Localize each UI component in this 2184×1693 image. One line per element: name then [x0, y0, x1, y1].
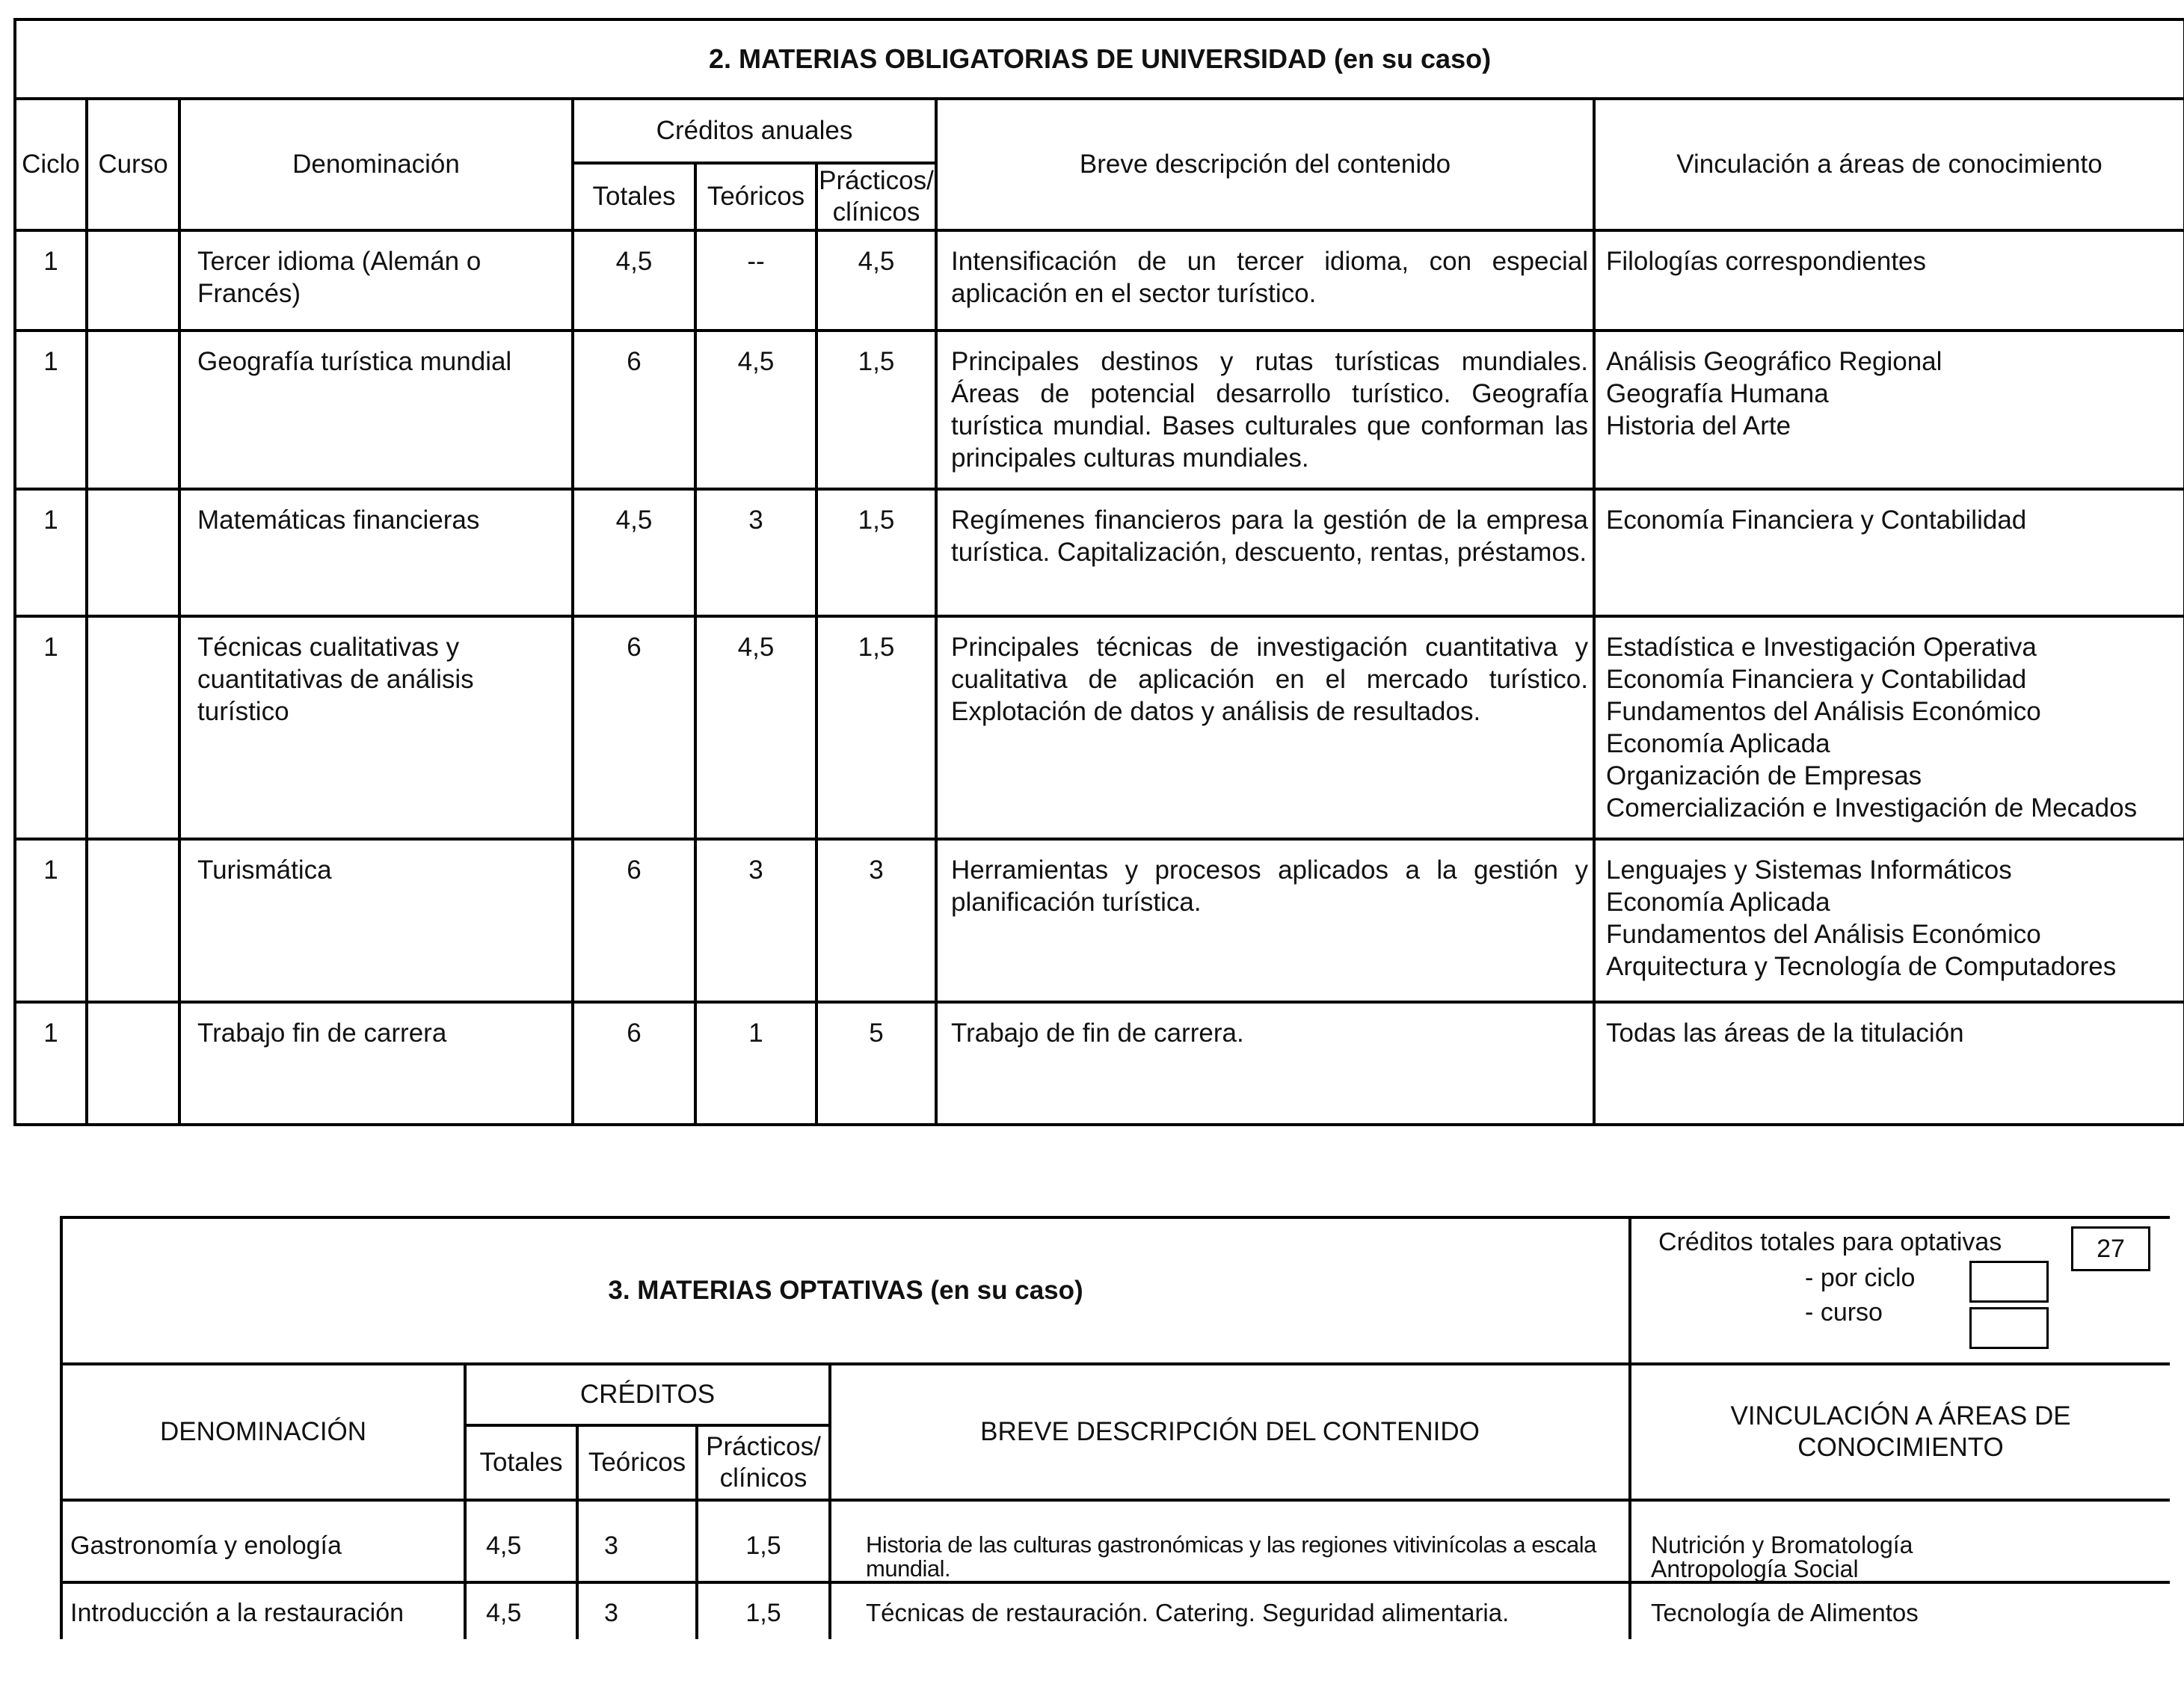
area-item: Antropología Social: [1651, 1555, 1859, 1582]
vinculacion-cell: [1594, 230, 2184, 331]
descripcion-cell: Historia de las culturas gastronómicas y las regiones vitivinícolas a escala mundial.: [830, 1500, 1630, 1582]
area-item: Economía Financiera y Contabilidad: [1606, 506, 2027, 535]
table-row: [15, 331, 2184, 489]
practicos-cell: 1,5: [697, 1500, 830, 1582]
header-creditos: CRÉDITOS: [465, 1364, 830, 1425]
area-item: Nutrición y Bromatología: [1651, 1531, 1913, 1558]
por-ciclo-box[interactable]: [1969, 1261, 2049, 1303]
vinculacion-cell: [1630, 1582, 2170, 1639]
curso-label: - curso: [1805, 1298, 1883, 1327]
table-row: [15, 230, 2184, 331]
teoricos-cell: 3: [577, 1500, 697, 1582]
practicos-cell: 5: [816, 1002, 936, 1125]
vinculacion-cell: [1630, 1500, 2170, 1582]
area-item: Arquitectura y Tecnología de Computadores: [1606, 952, 2117, 981]
ciclo-cell: 1: [15, 839, 87, 1002]
curso-cell: [87, 489, 179, 616]
creditos-optativas-panel: [1630, 1217, 2170, 1364]
descripcion-cell: Trabajo de fin de carrera.: [936, 1002, 1594, 1125]
header-ciclo: Ciclo: [15, 99, 87, 230]
header-practicos: Prácticos/ clínicos: [816, 163, 936, 230]
teoricos-cell: 3: [695, 489, 816, 616]
table-row: [15, 616, 2184, 839]
header-teoricos: Teóricos: [695, 163, 816, 230]
teoricos-cell: 1: [695, 1002, 816, 1125]
practicos-cell: 1,5: [816, 331, 936, 489]
vinculacion-cell: [1594, 839, 2184, 1002]
area-item: Historia del Arte: [1606, 411, 1791, 440]
denominacion-cell: Introducción a la restauración: [61, 1582, 465, 1639]
creditos-totales-value: 27: [2071, 1226, 2150, 1271]
obligatorias-table: [13, 18, 2184, 1126]
header-descripcion: Breve descripción del contenido: [936, 99, 1594, 230]
teoricos-cell: 4,5: [695, 331, 816, 489]
denominacion-cell: Matemáticas financieras: [179, 489, 573, 616]
descripcion-cell: Regímenes financieros para la gestión de la empresa turística. Capitalización, descuento, rentas, préstamos.: [936, 489, 1594, 616]
table-row: [61, 1582, 2170, 1639]
area-item: Comercialización e Investigación de Mecados: [1606, 793, 2138, 823]
area-item: Lenguajes y Sistemas Informáticos: [1606, 855, 2012, 885]
vinculacion-cell: [1594, 616, 2184, 839]
header-creditos-anuales: Créditos anuales: [573, 99, 936, 163]
descripcion-cell: Principales destinos y rutas turísticas mundiales. Áreas de potencial desarrollo turístico. Geografía turística mundial. Bases culturales que conforman las principales culturas mundiales.: [936, 331, 1594, 489]
denominacion-cell: Gastronomía y enología: [61, 1500, 465, 1582]
optativas-table: [60, 1216, 2170, 1639]
totales-cell: 4,5: [573, 489, 695, 616]
denominacion-cell: Turismática: [179, 839, 573, 1002]
practicos-cell: 1,5: [816, 616, 936, 839]
descripcion-cell: Intensificación de un tercer idioma, con especial aplicación en el sector turístico.: [936, 230, 1594, 331]
header-curso: Curso: [87, 99, 179, 230]
curso-cell: [87, 616, 179, 839]
area-item: Economía Financiera y Contabilidad: [1606, 665, 2027, 694]
curso-cell: [87, 230, 179, 331]
practicos-cell: 1,5: [697, 1582, 830, 1639]
header-practicos: Prácticos/ clínicos: [697, 1425, 830, 1500]
teoricos-cell: 3: [577, 1582, 697, 1639]
header-totales: Totales: [573, 163, 695, 230]
totales-cell: 6: [573, 616, 695, 839]
vinculacion-cell: [1594, 489, 2184, 616]
practicos-cell: 3: [816, 839, 936, 1002]
ciclo-cell: 1: [15, 230, 87, 331]
totales-cell: 6: [573, 331, 695, 489]
teoricos-cell: 4,5: [695, 616, 816, 839]
header-teoricos: Teóricos: [577, 1425, 697, 1500]
denominacion-cell: Tercer idioma (Alemán o Francés): [179, 230, 573, 331]
section-3-title: 3. MATERIAS OPTATIVAS (en su caso): [61, 1217, 1630, 1364]
header-totales: Totales: [465, 1425, 577, 1500]
table-row: [15, 1002, 2184, 1125]
ciclo-cell: 1: [15, 489, 87, 616]
curso-cell: [87, 331, 179, 489]
area-item: Fundamentos del Análisis Económico: [1606, 697, 2041, 726]
por-ciclo-label: - por ciclo: [1805, 1264, 1916, 1292]
totales-cell: 4,5: [465, 1500, 577, 1582]
totales-cell: 4,5: [573, 230, 695, 331]
area-item: Economía Aplicada: [1606, 888, 1830, 917]
ciclo-cell: 1: [15, 1002, 87, 1125]
ciclo-cell: 1: [15, 616, 87, 839]
header-denominacion: Denominación: [179, 99, 573, 230]
denominacion-cell: Trabajo fin de carrera: [179, 1002, 573, 1125]
totales-cell: 4,5: [465, 1582, 577, 1639]
area-item: Tecnología de Alimentos: [1651, 1599, 1919, 1626]
curso-box[interactable]: [1969, 1307, 2049, 1349]
area-item: Todas las áreas de la titulación: [1606, 1018, 1964, 1048]
area-item: Organización de Empresas: [1606, 761, 1922, 790]
curso-cell: [87, 839, 179, 1002]
section-2-title: 2. MATERIAS OBLIGATORIAS DE UNIVERSIDAD (en su caso): [15, 19, 2184, 99]
header-denominacion: DENOMINACIÓN: [61, 1364, 465, 1500]
area-item: Geografía Humana: [1606, 379, 1829, 408]
area-item: Análisis Geográfico Regional: [1606, 347, 1942, 376]
denominacion-cell: Técnicas cualitativas y cuantitativas de análisis turístico: [179, 616, 573, 839]
teoricos-cell: --: [695, 230, 816, 331]
vinculacion-cell: [1594, 331, 2184, 489]
area-item: Economía Aplicada: [1606, 729, 1830, 758]
practicos-cell: 1,5: [816, 489, 936, 616]
header-vinculacion: VINCULACIÓN A ÁREAS DE CONOCIMIENTO: [1630, 1364, 2170, 1500]
teoricos-cell: 3: [695, 839, 816, 1002]
descripcion-cell: Herramientas y procesos aplicados a la gestión y planificación turística.: [936, 839, 1594, 1002]
area-item: Estadística e Investigación Operativa: [1606, 633, 2037, 662]
descripcion-cell: Principales técnicas de investigación cuantitativa y cualitativa de aplicación en el mercado turístico. Explotación de datos y análisis de resultados.: [936, 616, 1594, 839]
totales-cell: 6: [573, 839, 695, 1002]
totales-cell: 6: [573, 1002, 695, 1125]
area-item: Filologías correspondientes: [1606, 247, 1927, 276]
vinculacion-cell: [1594, 1002, 2184, 1125]
ciclo-cell: 1: [15, 331, 87, 489]
header-vinculacion: Vinculación a áreas de conocimiento: [1594, 99, 2184, 230]
table-row: [15, 489, 2184, 616]
denominacion-cell: Geografía turística mundial: [179, 331, 573, 489]
creditos-totales-label: Créditos totales para optativas: [1658, 1228, 2002, 1256]
table-row: [15, 839, 2184, 1002]
practicos-cell: 4,5: [816, 230, 936, 331]
table-row: [61, 1500, 2170, 1582]
area-item: Fundamentos del Análisis Económico: [1606, 920, 2041, 949]
descripcion-cell: Técnicas de restauración. Catering. Seguridad alimentaria.: [830, 1582, 1630, 1639]
header-descripcion: BREVE DESCRIPCIÓN DEL CONTENIDO: [830, 1364, 1630, 1500]
curso-cell: [87, 1002, 179, 1125]
